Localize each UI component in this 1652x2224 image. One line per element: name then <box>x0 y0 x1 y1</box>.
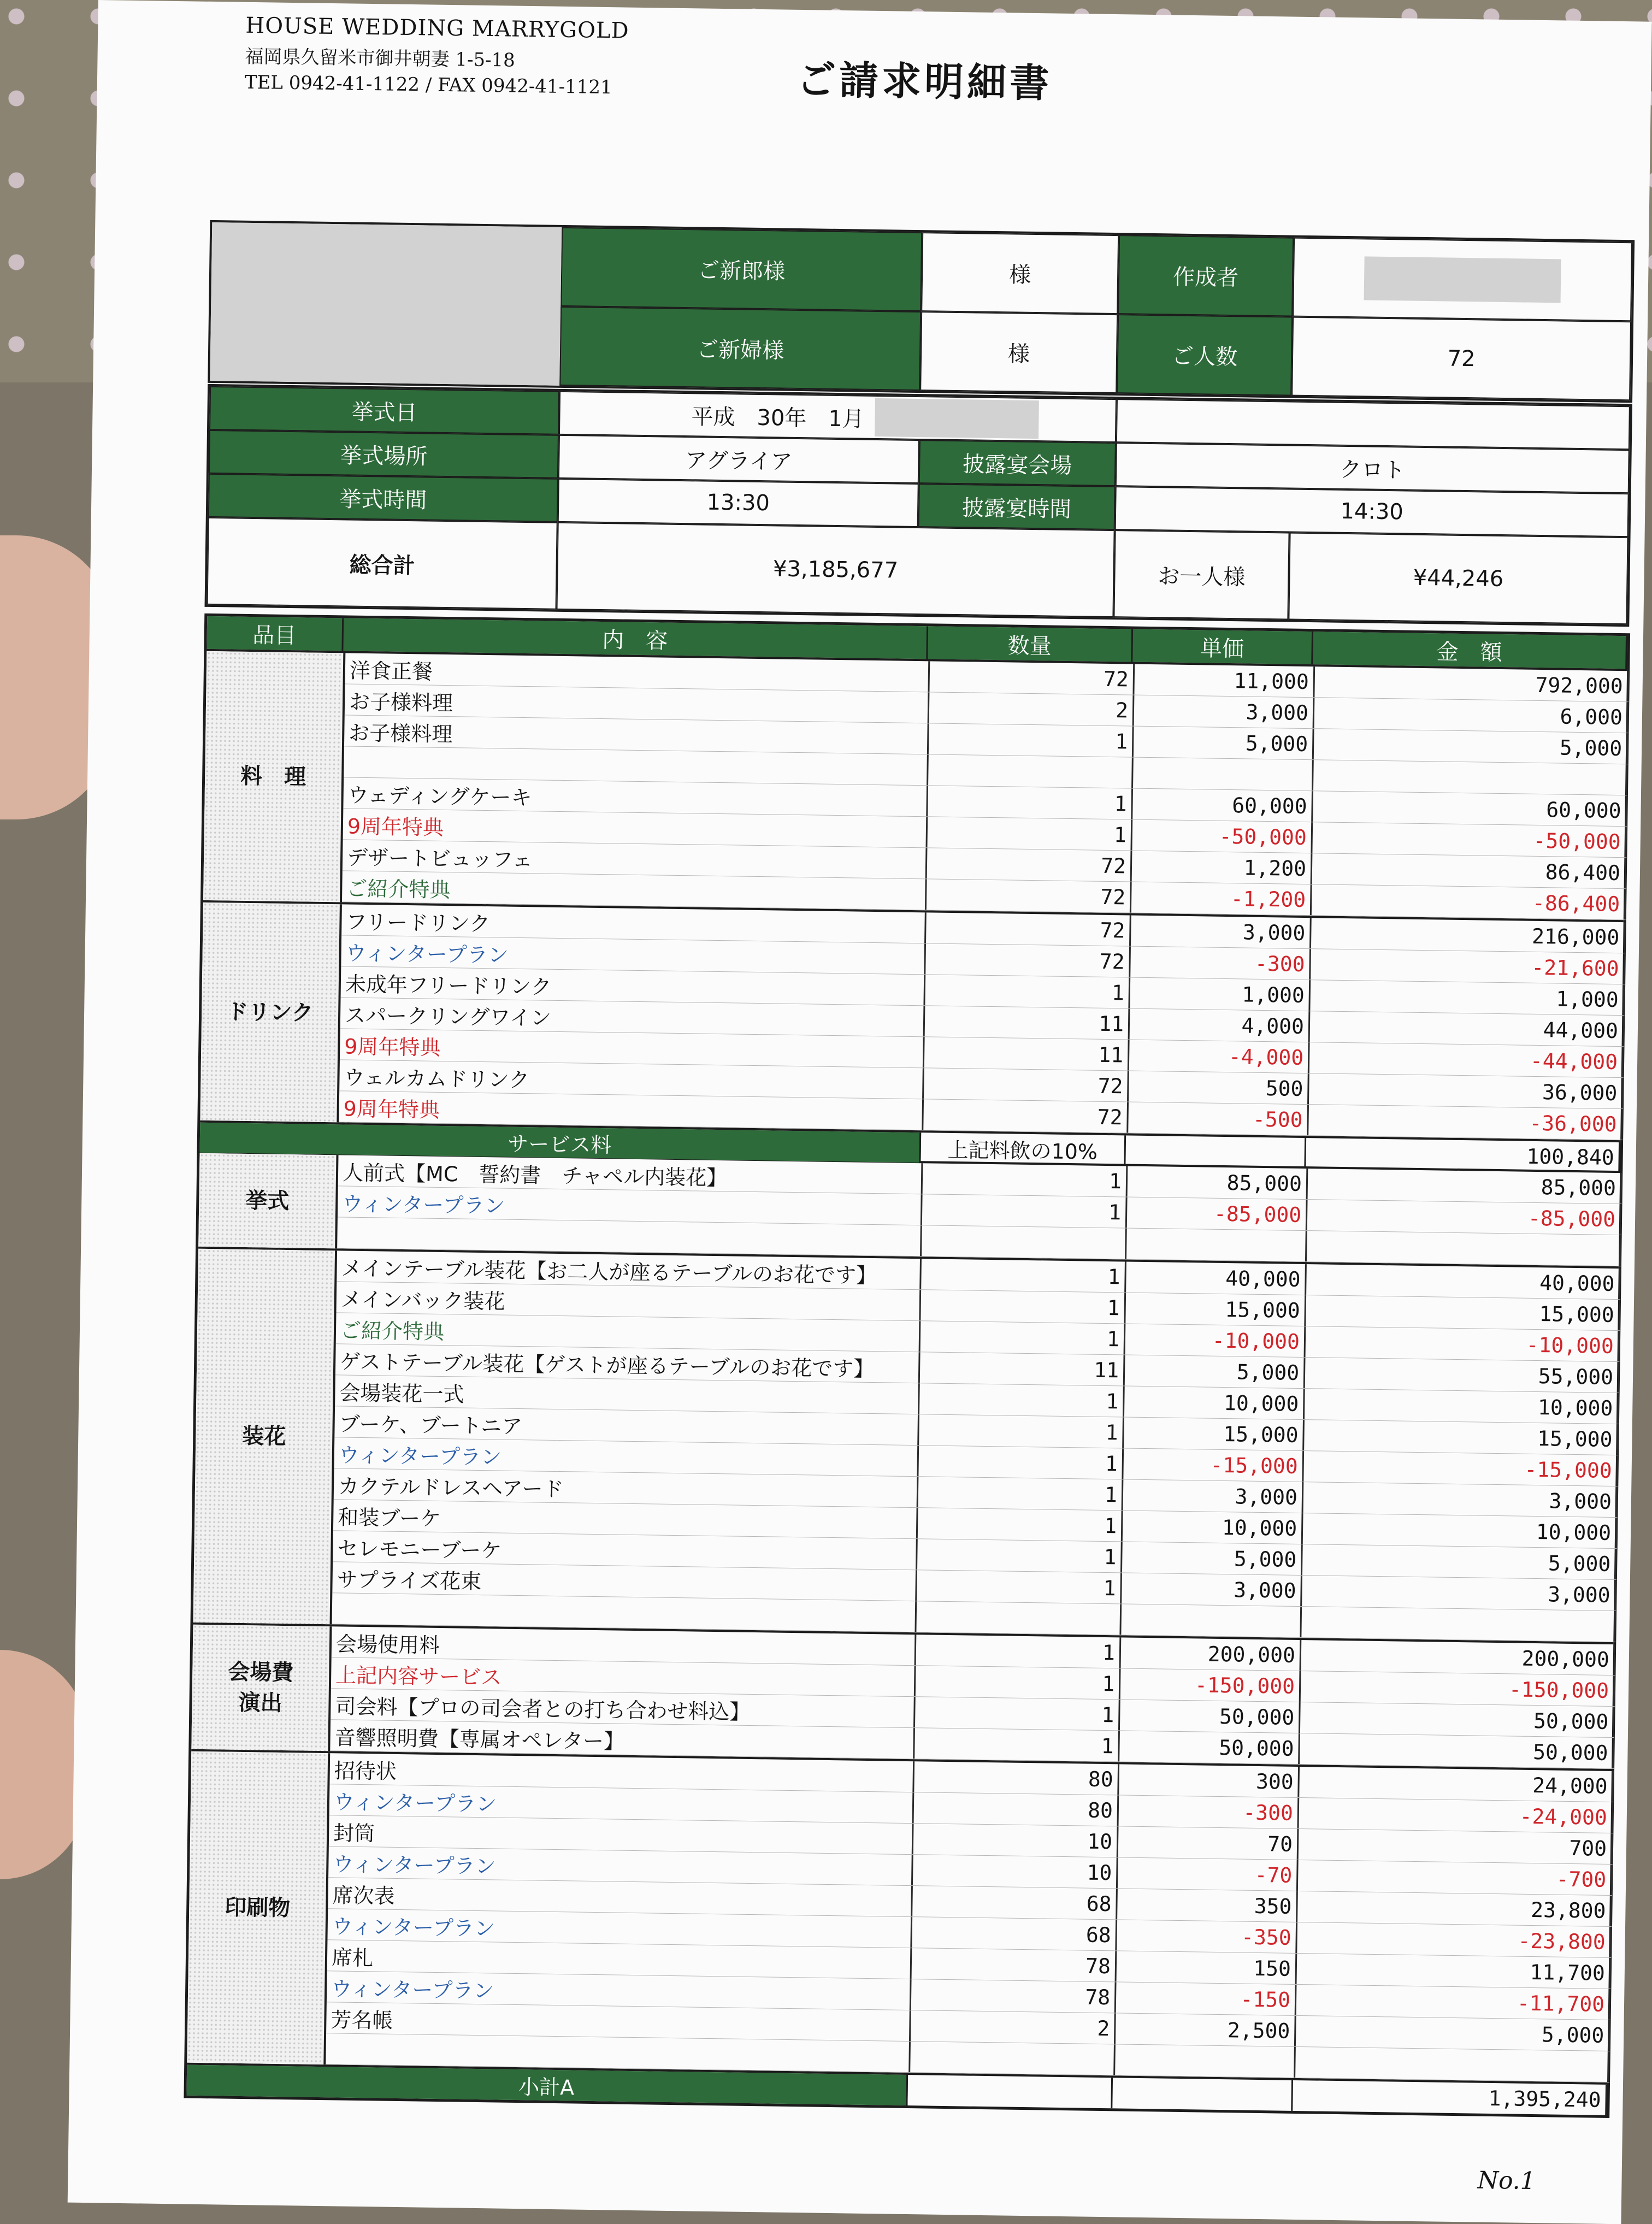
col-unit: 単価 <box>1132 629 1313 665</box>
cell-content: 9周年特典 <box>340 1029 925 1067</box>
cell-amount: 44,000 <box>1310 1011 1625 1046</box>
cell-content: 人前式【MC 誓約書 チャペル内装花】 <box>338 1155 923 1194</box>
col-category: 品目 <box>206 616 344 651</box>
cell-content: 封筒 <box>329 1815 914 1854</box>
cell-qty <box>928 754 1134 788</box>
cell-unit: 15,000 <box>1125 1293 1306 1326</box>
cell-amount: 200,000 <box>1301 1640 1616 1675</box>
per-person-label: お一人様 <box>1113 530 1289 620</box>
other-sections <box>187 1151 1620 2083</box>
cell-qty: 80 <box>914 1761 1119 1795</box>
subtotal-amount: 1,395,240 <box>1293 2080 1607 2115</box>
col-amount: 金 額 <box>1313 632 1627 669</box>
cell-unit: 50,000 <box>1119 1731 1300 1764</box>
invoice-paper <box>68 0 1652 2224</box>
cell-amount: 1,000 <box>1310 980 1625 1015</box>
cell-qty: 2 <box>929 692 1135 725</box>
cell-amount: -24,000 <box>1299 1798 1613 1833</box>
cell-unit: 2,500 <box>1116 2013 1296 2046</box>
cell-unit: -4,000 <box>1129 1040 1310 1073</box>
cell-amount <box>1295 2047 1610 2082</box>
cell-content: 会場装花一式 <box>335 1375 920 1414</box>
cell-unit: -300 <box>1119 1795 1300 1828</box>
cell-content: ブーケ、ブートニア <box>334 1406 919 1445</box>
cell-qty: 72 <box>927 848 1132 881</box>
subtotal-blank1 <box>907 2075 1113 2108</box>
cell-content: ウィンタープラン <box>338 1186 923 1225</box>
col-qty: 数量 <box>928 626 1133 662</box>
cell-qty: 1 <box>921 1321 1126 1354</box>
cell-content: ご紹介特典 <box>342 871 927 910</box>
document-title: ご請求明細書 <box>796 56 1053 107</box>
bride-honorific: 様 <box>920 311 1118 393</box>
party-time-label: 披露宴時間 <box>918 483 1116 530</box>
cell-amount <box>1313 760 1628 795</box>
cell-qty: 1 <box>921 1290 1126 1323</box>
hall-label: 披露宴会場 <box>919 440 1116 486</box>
groom-honorific: 様 <box>921 232 1119 314</box>
cell-unit: 3,000 <box>1131 916 1312 949</box>
category-rows <box>342 653 1629 920</box>
cell-qty: 1 <box>925 975 1130 1008</box>
cell-unit: 40,000 <box>1126 1262 1307 1295</box>
bride-label: ご新婦様 <box>559 306 921 391</box>
cell-unit: 60,000 <box>1132 789 1313 822</box>
cell-content: ウィンタープラン <box>329 1784 914 1823</box>
date-value <box>559 391 1117 443</box>
subtotal-label: 小計A <box>186 2065 908 2105</box>
cell-content: ウィンタープラン <box>341 935 926 974</box>
date-label: 挙式日 <box>209 386 559 435</box>
cell-amount: -11,700 <box>1296 1985 1611 2020</box>
cell-content: メインテーブル装花【お二人が座るテーブルのお花です】 <box>337 1250 922 1289</box>
cell-amount <box>1307 1231 1621 1266</box>
category-label: 料 理 <box>203 651 345 902</box>
creator-value <box>1293 238 1632 322</box>
cell-unit: -500 <box>1128 1102 1309 1136</box>
cell-unit: 10,000 <box>1123 1511 1303 1544</box>
cell-amount: 10,000 <box>1305 1389 1619 1424</box>
cell-amount: 5,000 <box>1314 729 1629 764</box>
cell-content: 芳名帳 <box>326 2002 911 2041</box>
cell-content: 和装ブーケ <box>333 1500 918 1538</box>
cell-amount: 85,000 <box>1308 1169 1622 1204</box>
time-label: 挙式時間 <box>208 474 558 522</box>
cell-content: ウィンタープラン <box>334 1437 919 1476</box>
cell-amount: 15,000 <box>1306 1295 1620 1330</box>
category-label: ドリンク <box>200 902 342 1123</box>
cell-amount: -23,800 <box>1297 1922 1612 1957</box>
cell-amount: -15,000 <box>1303 1451 1618 1486</box>
category-section <box>191 1623 1613 1769</box>
category-rows <box>337 1155 1622 1266</box>
place-value: アグライア <box>558 435 919 483</box>
guests-label: ご人数 <box>1117 314 1293 396</box>
per-person-value: ¥44,246 <box>1288 533 1628 625</box>
cell-amount: 60,000 <box>1313 791 1627 826</box>
cell-amount: -85,000 <box>1307 1200 1622 1235</box>
cell-unit: 150 <box>1117 1951 1297 1984</box>
cell-unit: 11,000 <box>1134 664 1315 698</box>
cell-amount: 216,000 <box>1311 918 1626 953</box>
cell-unit: -15,000 <box>1123 1448 1304 1482</box>
category-label: 印刷物 <box>187 1751 330 2064</box>
blank-cell <box>1116 399 1630 450</box>
cell-amount: 15,000 <box>1304 1420 1619 1455</box>
cell-unit: 5,000 <box>1122 1542 1303 1575</box>
cell-unit: -150 <box>1116 1982 1297 2015</box>
cell-qty: 72 <box>923 1099 1129 1132</box>
cell-amount: -150,000 <box>1301 1671 1615 1706</box>
cell-qty: 68 <box>912 1886 1118 1919</box>
cell-unit: 300 <box>1119 1764 1300 1797</box>
venue-brand: HOUSE WEDDING MARRYGOLD <box>245 13 629 44</box>
cell-amount: -700 <box>1298 1860 1613 1895</box>
cell-content: 洋食正餐 <box>345 653 930 692</box>
col-content: 内 容 <box>343 618 928 659</box>
subtotal-blank2 <box>1112 2078 1293 2111</box>
cell-content: 会場使用料 <box>332 1626 917 1665</box>
cell-qty: 1 <box>919 1414 1124 1448</box>
cell-qty: 1 <box>917 1539 1123 1572</box>
cell-amount: 50,000 <box>1300 1733 1614 1768</box>
cell-unit: 10,000 <box>1124 1386 1305 1419</box>
cell-qty <box>922 1225 1127 1259</box>
ceremony-info-table <box>205 384 1632 627</box>
category-section <box>187 1749 1612 2083</box>
cell-unit: 70 <box>1118 1826 1299 1860</box>
cell-content: セレモニーブーケ <box>333 1531 918 1570</box>
page-number: No.1 <box>1477 2166 1536 2196</box>
category-label: 装花 <box>193 1249 338 1624</box>
cell-amount: 5,000 <box>1302 1544 1617 1579</box>
cell-unit: -70 <box>1118 1857 1299 1891</box>
cell-unit: -150,000 <box>1120 1668 1301 1702</box>
total-label: 総合計 <box>207 517 558 610</box>
cell-amount: 86,400 <box>1312 853 1627 888</box>
cell-qty: 1 <box>918 1446 1124 1479</box>
cell-amount: 792,000 <box>1314 666 1629 701</box>
cell-amount: 11,700 <box>1297 1954 1612 1989</box>
cell-unit: 5,000 <box>1134 727 1314 760</box>
cell-content: 未成年フリードリンク <box>341 966 926 1005</box>
category-label: 挙式 <box>198 1153 338 1249</box>
cell-qty: 1 <box>921 1259 1126 1292</box>
venue-header <box>245 13 629 99</box>
cell-qty: 2 <box>911 2010 1116 2044</box>
date-text: 平成 30年 1月 <box>691 404 865 432</box>
cell-qty: 72 <box>925 943 1131 977</box>
venue-address: 福岡県久留米市御井朝妻 1-5-18 <box>245 45 516 72</box>
category-label: 会場費 演出 <box>191 1625 332 1751</box>
total-value: ¥3,185,677 <box>557 522 1115 617</box>
category-rows <box>326 1753 1614 2083</box>
cell-content: 席札 <box>327 1940 912 1979</box>
cell-content: スパークリングワイン <box>340 998 925 1036</box>
cell-unit <box>1115 2044 1296 2078</box>
cell-unit: 3,000 <box>1123 1479 1304 1513</box>
category-section <box>193 1247 1619 1642</box>
cell-amount: 40,000 <box>1306 1264 1621 1299</box>
cell-amount: 3,000 <box>1303 1482 1618 1517</box>
cell-qty: 1 <box>922 1194 1128 1228</box>
venue-tel: TEL 0942-41-1122 / FAX 0942-41-1121 <box>244 71 612 99</box>
line-items-table <box>184 613 1630 2118</box>
groom-label: ご新郎様 <box>560 227 922 311</box>
cell-content: ゲストテーブル装花【ゲストが座るテーブルのお花です】 <box>335 1344 921 1383</box>
cell-qty: 78 <box>912 1948 1117 1981</box>
cell-amount: -10,000 <box>1306 1326 1620 1361</box>
cell-qty <box>910 2042 1116 2075</box>
redacted-day <box>875 398 1039 439</box>
cell-unit: -1,200 <box>1131 882 1312 916</box>
food-drink-sections <box>200 649 1627 1140</box>
cell-qty <box>916 1601 1122 1635</box>
cell-unit: -50,000 <box>1132 820 1313 853</box>
cell-content: カクテルドレスヘアード <box>334 1468 919 1507</box>
cell-unit: -300 <box>1130 947 1311 980</box>
cell-qty: 11 <box>920 1352 1125 1385</box>
cell-unit: 15,000 <box>1124 1417 1305 1450</box>
cell-qty: 72 <box>929 661 1135 694</box>
service-amount: 100,840 <box>1306 1138 1620 1172</box>
cell-content: 席次表 <box>328 1878 913 1916</box>
cell-unit: -350 <box>1117 1920 1297 1953</box>
cell-content: ウィンタープラン <box>328 1847 913 1885</box>
cell-content: 9周年特典 <box>339 1091 924 1130</box>
cell-qty: 72 <box>926 912 1131 946</box>
cell-unit: 50,000 <box>1120 1700 1301 1733</box>
cell-content: 上記内容サービス <box>331 1657 916 1696</box>
category-section <box>200 900 1623 1140</box>
hall-value: クロト <box>1116 443 1630 493</box>
cell-qty: 78 <box>911 1979 1117 2013</box>
cell-unit: -85,000 <box>1127 1197 1308 1231</box>
cell-qty: 68 <box>912 1917 1117 1950</box>
party-time-value: 14:30 <box>1115 486 1629 537</box>
cell-amount: 50,000 <box>1300 1702 1615 1737</box>
cell-unit: 1,200 <box>1132 851 1313 884</box>
cell-qty: 11 <box>925 1006 1130 1039</box>
cell-unit: -10,000 <box>1125 1324 1306 1357</box>
cell-amount: 5,000 <box>1296 2016 1610 2051</box>
couple-info-table <box>208 220 1635 403</box>
cell-content: デザートビュッフェ <box>343 840 928 878</box>
cell-unit: 5,000 <box>1125 1355 1306 1388</box>
cell-qty: 1 <box>914 1728 1120 1761</box>
cell-amount: 24,000 <box>1299 1767 1614 1802</box>
category-rows <box>330 1626 1615 1769</box>
cell-amount: 700 <box>1299 1829 1613 1864</box>
cell-qty: 1 <box>918 1477 1124 1510</box>
cell-qty: 1 <box>918 1508 1123 1541</box>
creator-label: 作成者 <box>1118 235 1294 316</box>
cell-content: ウェルカムドリンク <box>339 1060 924 1099</box>
cell-amount: 23,800 <box>1297 1891 1612 1926</box>
cell-qty: 1 <box>917 1570 1122 1603</box>
cell-amount: -36,000 <box>1308 1105 1623 1140</box>
service-note: 上記料飲の10% <box>921 1132 1126 1165</box>
cell-content: メインバック装花 <box>337 1282 922 1320</box>
service-blank <box>1125 1135 1306 1168</box>
redacted-names <box>210 222 562 386</box>
cell-qty: 72 <box>927 879 1132 912</box>
cell-unit: 85,000 <box>1128 1166 1308 1200</box>
time-value: 13:30 <box>558 479 919 527</box>
cell-unit: 350 <box>1117 1889 1298 1922</box>
cell-content: ウィンタープラン <box>327 1971 912 2010</box>
cell-content: フリードリンク <box>341 904 927 943</box>
cell-content: お子様料理 <box>345 684 930 723</box>
cell-amount: -21,600 <box>1311 949 1625 984</box>
cell-amount: 10,000 <box>1303 1513 1618 1548</box>
cell-qty: 10 <box>913 1824 1119 1857</box>
cell-amount: -86,400 <box>1312 884 1626 919</box>
cell-amount: -50,000 <box>1312 822 1627 857</box>
cell-content: 音響照明費【専属オペレター】 <box>330 1720 915 1759</box>
cell-unit <box>1121 1604 1302 1637</box>
cell-content: 招待状 <box>329 1753 914 1792</box>
cell-unit: 3,000 <box>1122 1573 1302 1606</box>
cell-content: ウェディングケーキ <box>343 777 928 816</box>
category-rows <box>339 904 1625 1140</box>
cell-content: サプライズ花束 <box>332 1562 917 1601</box>
cell-qty: 1 <box>915 1697 1120 1730</box>
category-section <box>203 649 1627 920</box>
place-label: 挙式場所 <box>209 430 559 479</box>
cell-amount: -44,000 <box>1309 1042 1624 1077</box>
category-rows <box>332 1250 1621 1642</box>
cell-unit: 500 <box>1129 1071 1309 1105</box>
cell-qty: 1 <box>927 817 1132 850</box>
cell-content: 9周年特典 <box>343 809 928 847</box>
cell-qty: 1 <box>923 1163 1128 1196</box>
cell-content: ご紹介特典 <box>336 1313 921 1352</box>
cell-amount <box>1301 1607 1616 1642</box>
cell-unit: 4,000 <box>1130 1009 1311 1042</box>
guests-value: 72 <box>1291 317 1631 401</box>
cell-amount: 6,000 <box>1314 698 1629 733</box>
cell-content: ウィンタープラン <box>327 1909 912 1948</box>
cell-unit: 1,000 <box>1130 978 1311 1011</box>
cell-qty: 10 <box>913 1855 1118 1888</box>
cell-unit <box>1126 1229 1307 1262</box>
cell-amount: 36,000 <box>1309 1073 1624 1108</box>
cell-qty: 1 <box>916 1666 1121 1699</box>
cell-unit: 200,000 <box>1121 1637 1302 1671</box>
cell-qty: 1 <box>919 1383 1125 1417</box>
service-label: サービス料 <box>200 1123 922 1163</box>
cell-content: お子様料理 <box>344 715 929 754</box>
cell-qty: 80 <box>914 1792 1119 1826</box>
cell-qty: 72 <box>924 1068 1129 1101</box>
cell-amount: 55,000 <box>1305 1358 1620 1393</box>
cell-qty: 1 <box>929 723 1134 757</box>
cell-amount: 3,000 <box>1302 1576 1616 1611</box>
cell-unit: 3,000 <box>1134 695 1315 729</box>
cell-qty: 11 <box>924 1037 1130 1070</box>
cell-qty: 1 <box>916 1635 1122 1668</box>
cell-qty: 1 <box>928 786 1133 819</box>
cell-content: 司会料【プロの司会者との打ち合わせ料込】 <box>331 1689 916 1727</box>
cell-unit <box>1133 758 1314 791</box>
